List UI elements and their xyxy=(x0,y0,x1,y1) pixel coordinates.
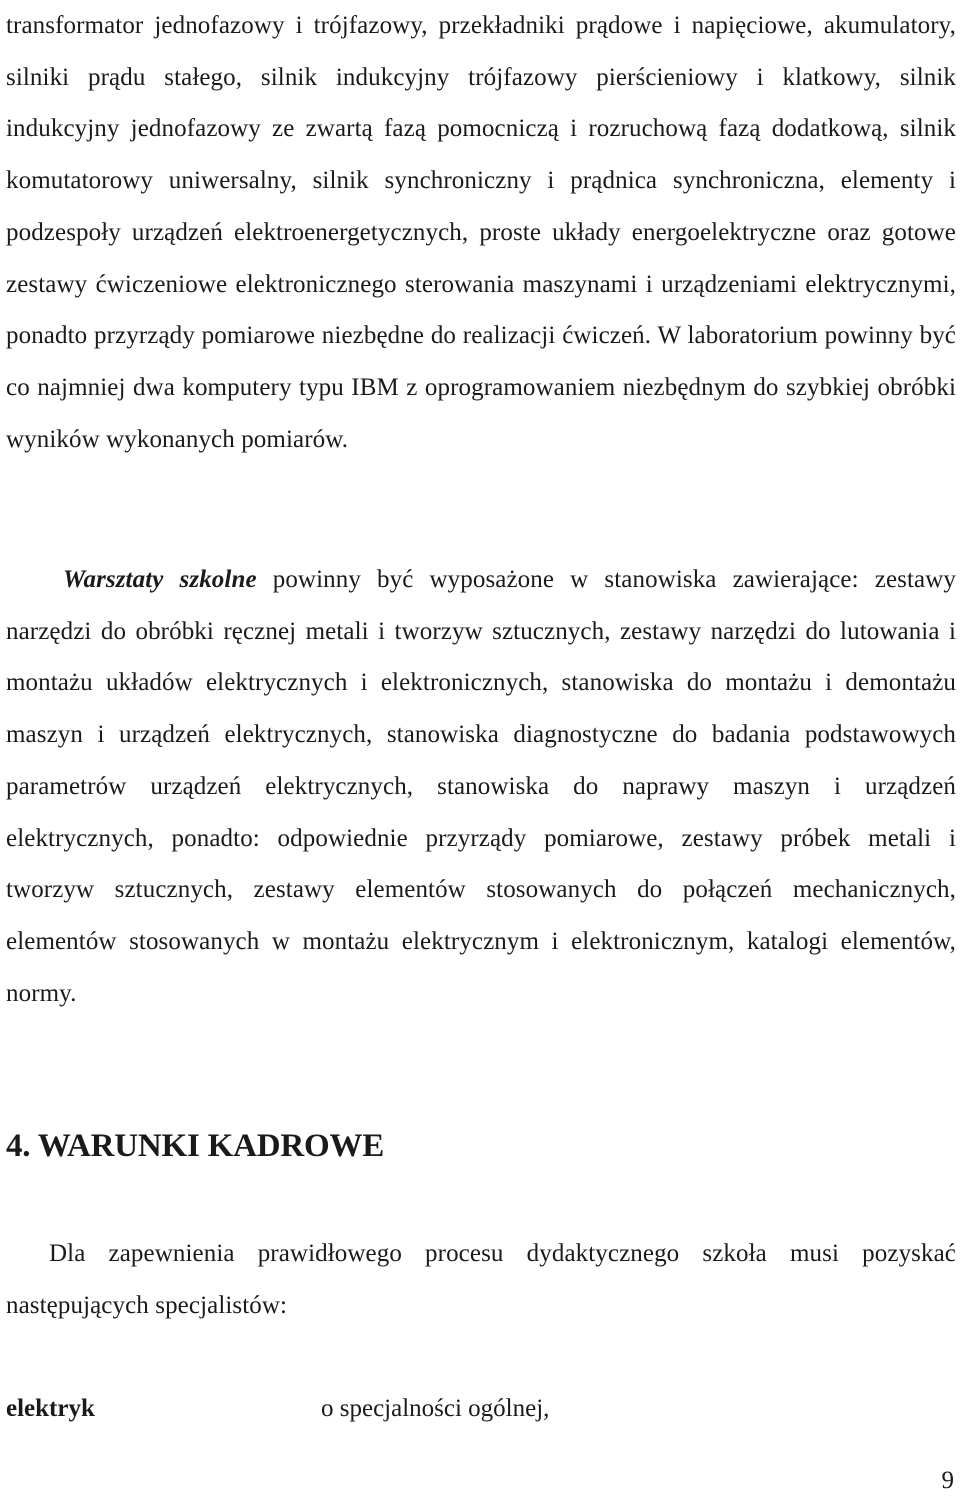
paragraph-laboratory-equipment: transformator jednofazowy i trójfazowy, przekładniki prądowe i napięciowe, akumulatory, silniki prądu stałego, silnik indukcyjny trójfazowy pierścieniowy i klatkowy, silnik indukcyjny jednofazowy ze zwartą fazą pomocniczą i rozruchową fazą dodatkową, silnik komutatorowy uniwersalny, silnik synchroniczny i prądnica synchroniczna, elementy i podzespoły urządzeń elektroenergetycznych, proste układy energoelektryczne oraz gotowe zestawy ćwiczeniowe elektronicznego sterowania maszynami i urządzeniami elektrycznymi, ponadto przyrządy pomiarowe niezbędne do realizacji ćwiczeń. W laboratorium powinny być co najmniej dwa komputery typu IBM z oprogramowaniem niezbędnym do szybkiej obróbki wyników wykonanych pomiarów. xyxy=(6,12,956,453)
section-heading: 4. WARUNKI KADROWE xyxy=(6,1128,385,1164)
paragraph-staffing: Dla zapewnienia prawidłowego procesu dydaktycznego szkoła musi pozyskać następujących specjalistów: xyxy=(6,1240,956,1319)
page-number: 9 xyxy=(941,1467,954,1494)
specialist-description: o specjalności ogólnej, xyxy=(321,1395,550,1422)
specialist-term: elektryk xyxy=(6,1395,95,1422)
workshops-lead-term: Warsztaty szkolne xyxy=(63,566,257,593)
paragraph-workshops xyxy=(6,554,956,1019)
workshops-text: powinny być wyposażone w stanowiska zawierające: zestawy narzędzi do obróbki ręcznej metali i tworzyw sztucznych, zestawy narzędzi do lutowania i montażu układów elektrycznych i elektronicznych, stanowiska do montażu i demontażu maszyn i urządzeń elektrycznych, stanowiska diagnostyczne do badania podstawowych parametrów urządzeń elektrycznych, stanowiska do naprawy maszyn i urządzeń elektrycznych, ponadto: odpowiednie przyrządy pomiarowe, zestawy próbek metali i tworzyw sztucznych, zestawy elementów stosowanych do połączeń mechanicznych, elementów stosowanych w montażu elektrycznym i elektronicznym, katalogi elementów, normy. xyxy=(6,566,956,1007)
